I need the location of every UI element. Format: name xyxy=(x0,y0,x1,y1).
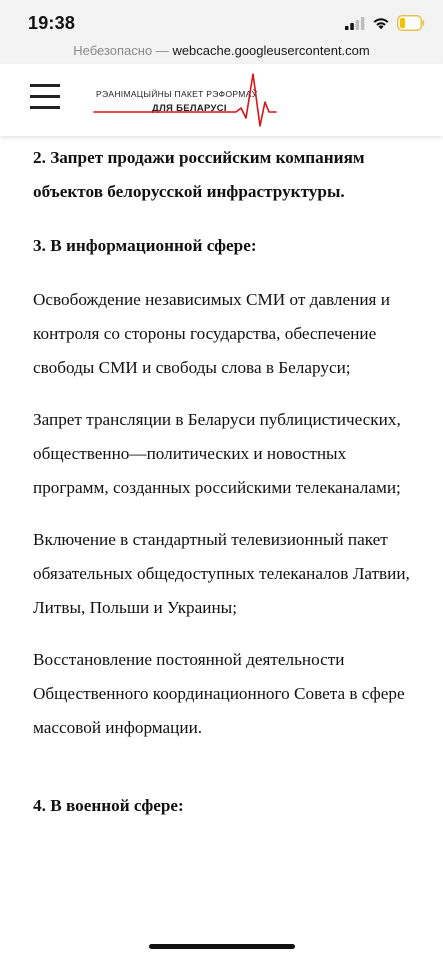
paragraph-broadcast-ban: Запрет трансляции в Беларуси публицистических, общественно—политических и новостных программ, созданных российскими телеканалами; xyxy=(33,410,401,497)
address-bar[interactable] xyxy=(0,40,443,64)
wifi-icon xyxy=(372,16,390,30)
paragraph-tv-package: Включение в стандартный телевизионный пакет обязательных общедоступных телеканалов Латвии, Литвы, Польши и Украины; xyxy=(33,530,410,617)
hamburger-menu-icon[interactable] xyxy=(26,78,66,118)
cellular-signal-icon xyxy=(345,17,365,30)
security-warning-text: Небезопасно — xyxy=(73,43,169,58)
section-heading-military: 4. В военной сфере: xyxy=(33,796,184,815)
site-logo[interactable] xyxy=(78,72,278,128)
status-bar xyxy=(0,0,443,40)
paragraph-coordination-council: Восстановление постоянной деятельности Общественного координационного Совета в сфере массовой информации. xyxy=(33,650,405,737)
section-heading-infrastructure: 2. Запрет продажи российским компаниям объектов белорусской инфраструктуры. xyxy=(33,148,365,201)
home-indicator[interactable] xyxy=(149,944,295,949)
site-header xyxy=(0,64,443,136)
paragraph-independent-media: Освобождение независимых СМИ от давления и контроля со стороны государства, обеспечение свободы СМИ и свободы слова в Беларуси; xyxy=(33,290,390,377)
status-time: 19:38 xyxy=(28,13,76,33)
battery-low-icon xyxy=(397,15,425,31)
section-heading-information: 3. В информационной сфере: xyxy=(33,236,257,255)
url-domain: webcache.googleusercontent.com xyxy=(172,43,370,58)
logo-subtitle-line: ДЛЯ БЕЛАРУСІ xyxy=(152,103,227,114)
article-content xyxy=(33,136,418,823)
heartbeat-pulse-icon xyxy=(78,72,278,128)
logo-title-line: РЭАНІМАЦЫЙНЫ ПАКЕТ РЭФОРМАЎ xyxy=(96,89,258,99)
